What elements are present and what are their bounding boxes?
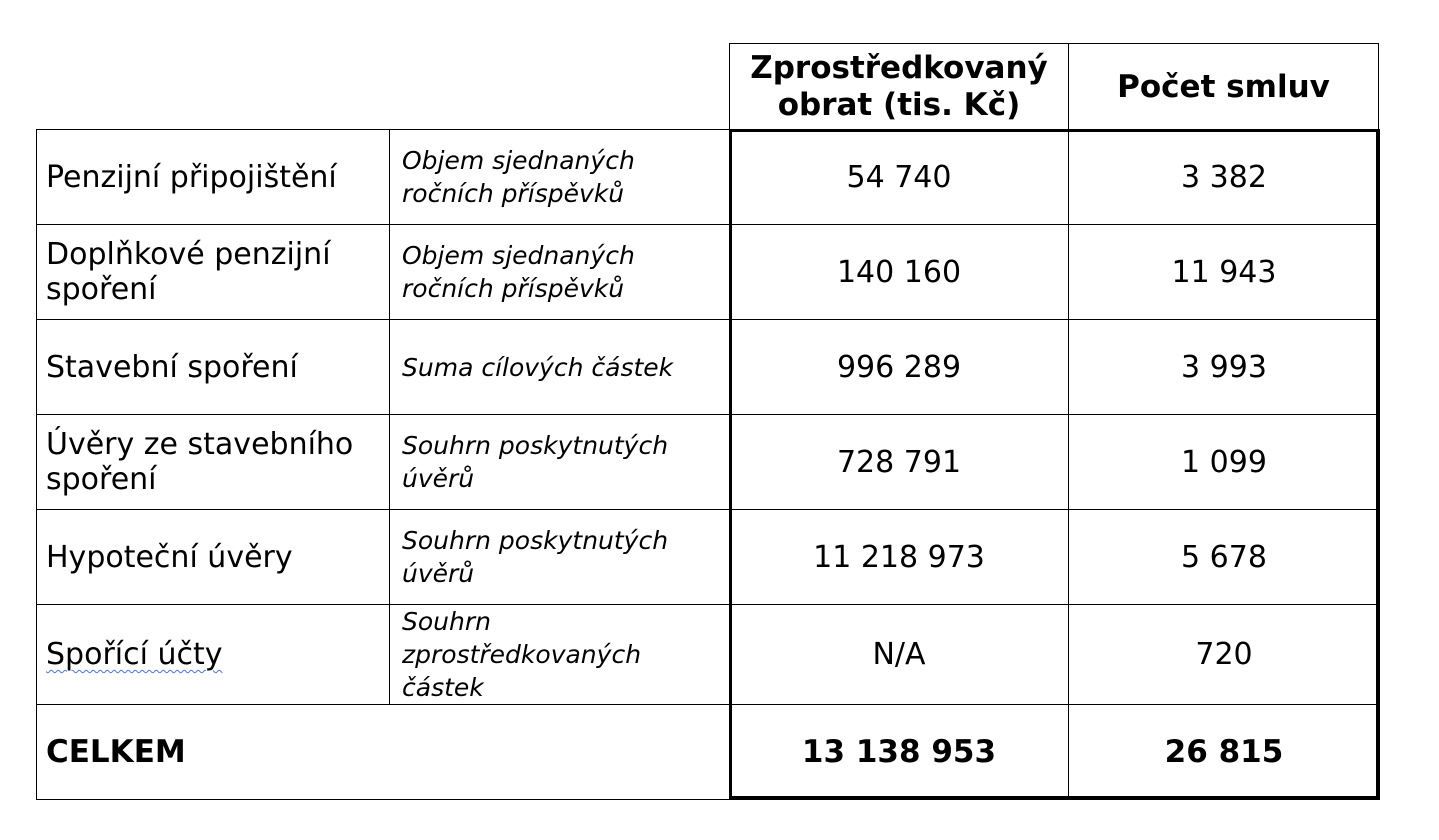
contracts-value: 3 993	[1069, 320, 1380, 415]
contracts-value: 3 382	[1069, 130, 1380, 225]
total-contracts: 26 815	[1069, 705, 1380, 800]
header-contracts: Počet smluv	[1068, 43, 1379, 130]
basis-label: Suma cílových částek	[390, 320, 730, 415]
basis-label: Objem sjednaných ročních příspěvků	[390, 130, 730, 225]
product-label: Penzijní připojištění	[37, 130, 390, 225]
contracts-value: 1 099	[1069, 415, 1380, 510]
turnover-value: 11 218 973	[730, 510, 1069, 605]
table-row	[37, 605, 1380, 705]
turnover-value: 140 160	[730, 225, 1069, 320]
product-label	[37, 605, 390, 705]
total-row	[37, 705, 1380, 800]
table-row	[37, 510, 1380, 605]
turnover-value: N/A	[730, 605, 1069, 705]
spellcheck-underlined-text: Spořící účty	[46, 637, 223, 672]
turnover-value: 728 791	[730, 415, 1069, 510]
product-label: Doplňkové penzijní spoření	[37, 225, 390, 320]
table-row	[37, 130, 1380, 225]
product-label: Stavební spoření	[37, 320, 390, 415]
contracts-value: 11 943	[1069, 225, 1380, 320]
table-row	[37, 415, 1380, 510]
contracts-value: 720	[1069, 605, 1380, 705]
basis-label: Souhrn poskytnutých úvěrů	[390, 415, 730, 510]
basis-label: Objem sjednaných ročních příspěvků	[390, 225, 730, 320]
turnover-value: 54 740	[730, 130, 1069, 225]
data-table	[36, 129, 1380, 800]
header-turnover: Zprostředkovaný obrat (tis. Kč)	[729, 43, 1068, 130]
table-row	[37, 320, 1380, 415]
basis-label: Souhrn poskytnutých úvěrů	[390, 510, 730, 605]
basis-label: Souhrn zprostředkovaných částek	[390, 605, 730, 705]
total-turnover: 13 138 953	[730, 705, 1069, 800]
total-label: CELKEM	[37, 705, 730, 800]
turnover-value: 996 289	[730, 320, 1069, 415]
table-header	[729, 43, 1379, 130]
product-label: Hypoteční úvěry	[37, 510, 390, 605]
product-label: Úvěry ze stavebního spoření	[37, 415, 390, 510]
table-row	[37, 225, 1380, 320]
contracts-value: 5 678	[1069, 510, 1380, 605]
